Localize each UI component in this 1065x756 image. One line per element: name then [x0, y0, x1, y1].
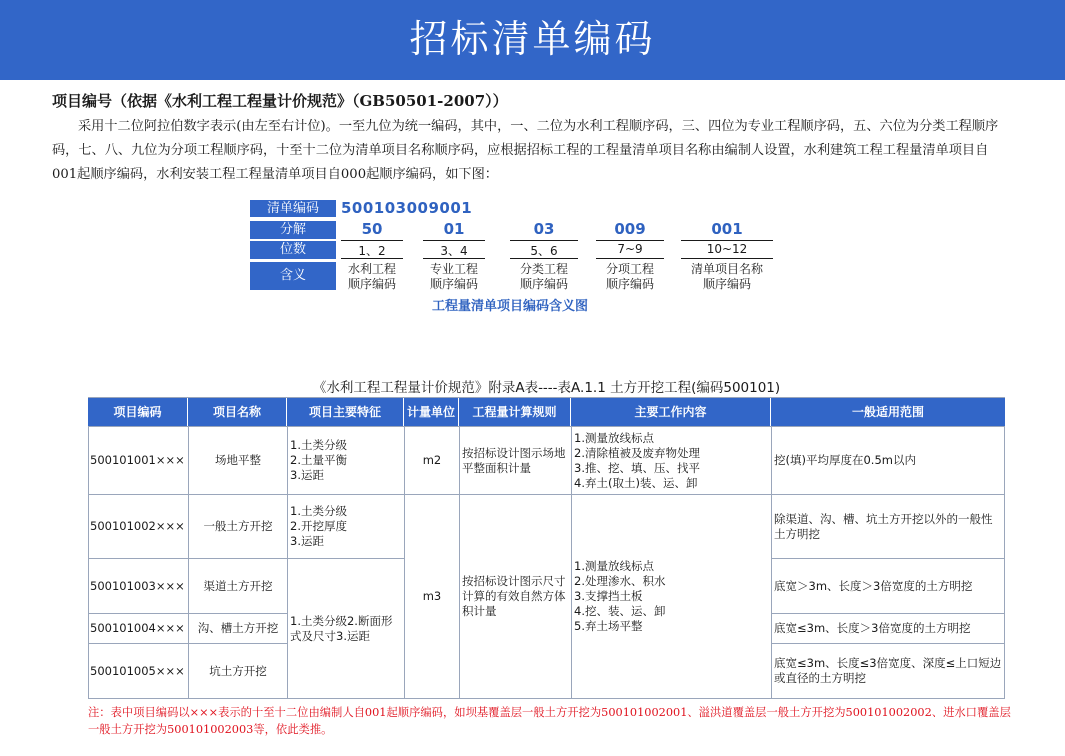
- row2-feature: 1.土类分级 2.开挖厚度 3.运距: [290, 504, 347, 548]
- header-work: 主要工作内容: [571, 398, 771, 426]
- row1-feature: 1.土类分级 2.土量平衡 3.运距: [290, 438, 347, 482]
- segment-positions-4: 7~9: [596, 242, 664, 259]
- segment-positions-2: 3、4: [423, 242, 485, 259]
- rows2-5-unit: m3: [422, 589, 442, 603]
- earthwork-table: [88, 397, 1005, 698]
- row4-name: 沟、槽土方开挖: [197, 621, 279, 635]
- segment-meaning-4: 分项工程 顺序编码: [605, 262, 654, 291]
- segment-positions-5: 10~12: [681, 242, 773, 259]
- label-code: 清单编码: [250, 200, 336, 217]
- segment-code-2: 01: [423, 220, 485, 241]
- row3-scope: 底宽＞3m、长度＞3倍宽度的土方明挖: [774, 578, 973, 593]
- table-row: [88, 614, 188, 643]
- label-meaning: 含义: [250, 262, 336, 290]
- row1-unit: m2: [422, 453, 442, 467]
- segment-code-1: 50: [341, 220, 403, 241]
- rows2-5-rule: 按招标设计图示尺寸计算的有效自然方体积计量: [462, 574, 566, 618]
- row5-scope: 底宽≤3m、长度≤3倍宽度、深度≤上口短边或直径的土方明挖: [774, 656, 1002, 685]
- title-banner: [0, 0, 1065, 80]
- label-decompose: 分解: [250, 221, 336, 239]
- header-scope: 一般适用范围: [771, 398, 1005, 426]
- example-code: 500103009001: [341, 199, 473, 217]
- row2-scope: 除渠道、沟、槽、坑土方开挖以外的一般性土方明挖: [774, 511, 993, 541]
- diagram-caption: 工程量清单项目编码含义图: [431, 299, 588, 314]
- segment-code-4: 009: [596, 220, 664, 241]
- table-row: [88, 644, 188, 698]
- row4-code: 500101004×××: [90, 621, 185, 635]
- intro-paragraph: 采用十二位阿拉伯数字表示(由左至右计位)。一至九位为统一编码，其中，一、二位为水利工程顺序码，三、四位为专业工程顺序码，五、六位为分类工程顺序码，七、八、九位为分项工程顺序码，十至十二位为清单项目名称顺序码，应根据招标工程的工程量清单项目名称由编制人设置，水利建筑工程工程量清单项目自001起顺序编码，水利安装工程工程量清单项目自000起顺序编码，如下图：: [52, 119, 999, 182]
- row1-name: 场地平整: [215, 453, 261, 467]
- rows2-5-work: 1.测量放线标点 2.处理渗水、积水 3.支撑挡土板 4.挖、装、运、卸 5.弃土场平整: [574, 559, 666, 633]
- row1-rule: 按招标设计图示场地平整面积计量: [462, 445, 566, 475]
- row3-code: 500101003×××: [90, 578, 185, 593]
- segment-meaning-5: 清单项目名称 顺序编码: [690, 262, 763, 291]
- segment-positions-3: 5、6: [510, 242, 578, 259]
- table-row: [88, 495, 188, 558]
- header-code: 项目编码: [88, 398, 188, 426]
- row2-code: 500101002×××: [90, 519, 185, 533]
- page-title: 招标清单编码: [409, 17, 656, 61]
- segment-code-3: 03: [510, 220, 578, 241]
- table-caption: 《水利工程工程量计价规范》附录A表----表A.1.1 土方开挖工程(编码500101): [312, 380, 781, 396]
- table-note: 注：表中项目编码以×××表示的十至十二位由编制人自001起顺序编码，如坝基覆盖层一般土方开挖为500101002001、溢洪道覆盖层一般土方开挖为500101002002、进水口覆盖层一般土方开挖为500101002003等，依此类推。: [88, 706, 1011, 736]
- row5-code: 500101005×××: [90, 663, 185, 678]
- row4-scope: 底宽≤3m、长度＞3倍宽度的土方明挖: [774, 621, 971, 635]
- label-digits: 位数: [250, 241, 336, 259]
- segment-meaning-2: 专业工程 顺序编码: [429, 262, 478, 291]
- segment-meaning-3: 分类工程 顺序编码: [519, 262, 568, 291]
- row1-code: 500101001×××: [90, 453, 185, 467]
- row5-name: 坑土方开挖: [209, 663, 267, 678]
- table-row: [88, 559, 188, 613]
- row2-name: 一般土方开挖: [203, 519, 273, 533]
- row1-scope: 挖(填)平均厚度在0.5m以内: [774, 453, 916, 467]
- header-rule: 工程量计算规则: [459, 398, 571, 426]
- row1-work: 1.测量放线标点 2.清除植被及废弃物处理 3.推、挖、填、压、找平 4.弃土(取土)装、运、卸: [574, 430, 700, 490]
- segment-positions-1: 1、2: [341, 242, 403, 259]
- header-name: 项目名称: [188, 398, 287, 426]
- segment-code-5: 001: [681, 220, 773, 241]
- segment-meaning-1: 水利工程 顺序编码: [347, 262, 396, 291]
- header-feature: 项目主要特征: [287, 398, 404, 426]
- row3-name: 渠道土方开挖: [203, 578, 273, 593]
- section-title: 项目编号（依据《水利工程工程量计价规范》（GB50501-2007））: [52, 92, 508, 110]
- header-unit: 计量单位: [404, 398, 459, 426]
- rows3-5-feature: 1.土类分级2.断面形式及尺寸3.运距: [290, 613, 393, 643]
- table-row: [88, 427, 188, 494]
